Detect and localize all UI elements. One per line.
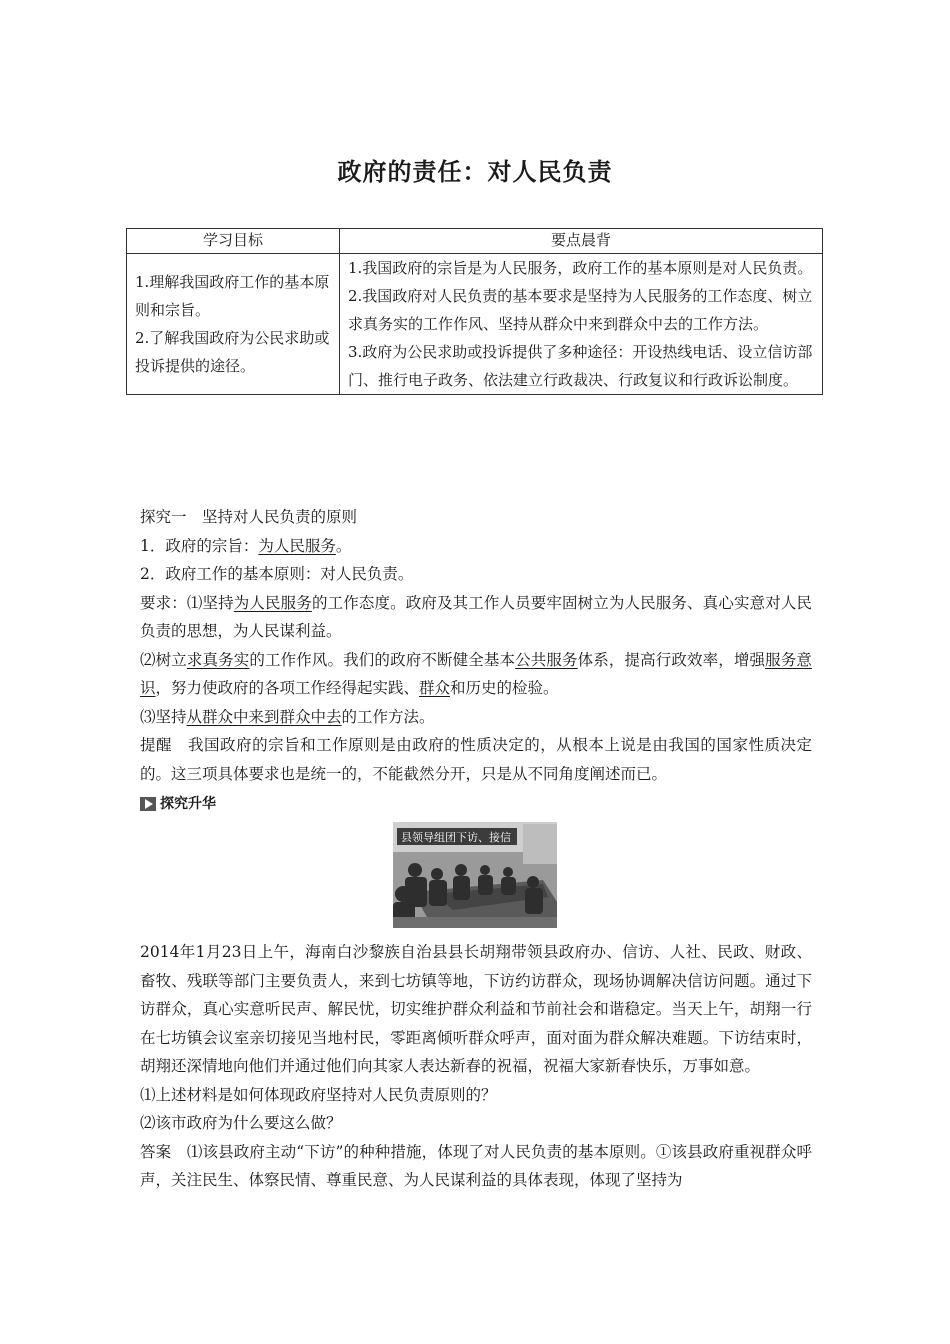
point-item: 2.我国政府对人民负责的基本要求是坚持为人民服务的工作态度、树立求真务实的工作作风、坚持从群众中来到群众中去的工作方法。 xyxy=(348,287,813,333)
req2-a: ⑵树立 xyxy=(140,650,187,669)
point-item: 3.政府为公民求助或投诉提供了多种途径：开设热线电话、设立信访部门、推行电子政务、依法建立行政裁决、行政复议和行政诉讼制度。 xyxy=(348,343,813,389)
req2-answer-3: 服务意识 xyxy=(140,650,812,697)
reminder-paragraph: 提醒 我国政府的宗旨和工作原则是由政府的性质决定的，从根本上说是由我国的国家性质决定的。这三项具体要求也是统一的，不能截然分开，只是从不同角度阐述而已。 xyxy=(140,736,812,783)
goals-cell xyxy=(127,254,340,395)
req2-answer-4: 群众 xyxy=(419,679,451,697)
req2-c: 体系，提高行政效率，增强 xyxy=(577,650,766,669)
answer-paragraph: 答案 ⑴该县政府主动“下访”的种种措施，体现了对人民负责的基本原则。①该县政府重视群众呼声，关注民生、体察民情、尊重民意、为人民谋利益的具体表现，体现了坚持为 xyxy=(140,1142,812,1189)
req1-prefix: 要求：⑴坚持 xyxy=(140,593,234,612)
req2-b: 的工作作风。我们的政府不断健全基本 xyxy=(249,650,516,669)
req2-answer-2: 公共服务 xyxy=(515,650,578,669)
purpose-answer: 为人民服务 xyxy=(258,536,336,555)
requirement-3 xyxy=(140,703,812,732)
req3-a: ⑶坚持 xyxy=(140,707,187,726)
requirement-2 xyxy=(140,646,812,703)
req1-suffix: 的工作态度。政府及其工作人员要牢固树立为人民服务、真心实意对人民负责的思想，为人民谋利益。 xyxy=(140,593,812,640)
req3-b: 的工作方法。 xyxy=(341,707,435,726)
req1-answer: 为人民服务 xyxy=(233,593,312,612)
goal-item: 2.了解我国政府为公民求助或投诉提供的途径。 xyxy=(135,329,330,375)
header-learning-goals: 学习目标 xyxy=(127,229,340,254)
explore-heading: 探究一 坚持对人民负责的原则 xyxy=(140,508,358,526)
learning-goals-table xyxy=(126,228,823,395)
req3-answer: 从群众中来到群众中去 xyxy=(186,707,342,726)
req2-answer-1: 求真务实 xyxy=(186,650,250,669)
banner-text: 县领导组团下访、接信 xyxy=(401,831,511,844)
section-tag xyxy=(140,790,216,819)
page-title: 政府的责任：对人民负责 xyxy=(337,158,613,186)
question-2: ⑵该市政府为什么要这么做？ xyxy=(140,1114,342,1132)
question-1: ⑴上述材料是如何体现政府坚持对人民负责原则的？ xyxy=(140,1085,497,1104)
principle-line: 2．政府工作的基本原则：对人民负责。 xyxy=(140,565,414,583)
goal-item: 1.理解我国政府工作的基本原则和宗旨。 xyxy=(135,273,330,319)
meeting-photo xyxy=(393,822,557,928)
header-key-points: 要点晨背 xyxy=(340,229,823,254)
req2-d: ，努力使政府的各项工作经得起实践、 xyxy=(155,679,420,697)
explore-section xyxy=(140,503,812,821)
requirement-1 xyxy=(140,589,812,646)
material-paragraph: 2014年1月23日上午，海南白沙黎族自治县县长胡翔带领县政府办、信访、人社、民政、财政、畜牧、残联等部门主要负责人，来到七坊镇等地，下访约访群众，现场协调解决信访问题。通过下访群众，真心实意听民声、解民忧，切实维护群众利益和节前社会和谐稳定。当天上午，胡翔一行在七坊镇会议室亲切接见当地村民，零距离倾听群众呼声，面对面为群众解决难题。下访结束时，胡翔还深情地向他们并通过他们向其家人表达新春的祝福，祝福大家新春快乐，万事如意。 xyxy=(140,943,812,1075)
table-header-row xyxy=(127,229,823,254)
section-tag-label: 探究升华 xyxy=(160,796,216,812)
points-cell xyxy=(340,254,823,395)
req2-e: 和历史的检验。 xyxy=(450,679,559,697)
material-section xyxy=(140,938,812,1195)
play-triangle-icon xyxy=(140,797,156,811)
table-row xyxy=(127,254,823,395)
purpose-line xyxy=(140,532,812,561)
purpose-end: 。 xyxy=(335,536,352,555)
purpose-label: 1．政府的宗旨： xyxy=(140,536,259,555)
point-item: 1.我国政府的宗旨是为人民服务，政府工作的基本原则是对人民负责。 xyxy=(348,259,813,277)
